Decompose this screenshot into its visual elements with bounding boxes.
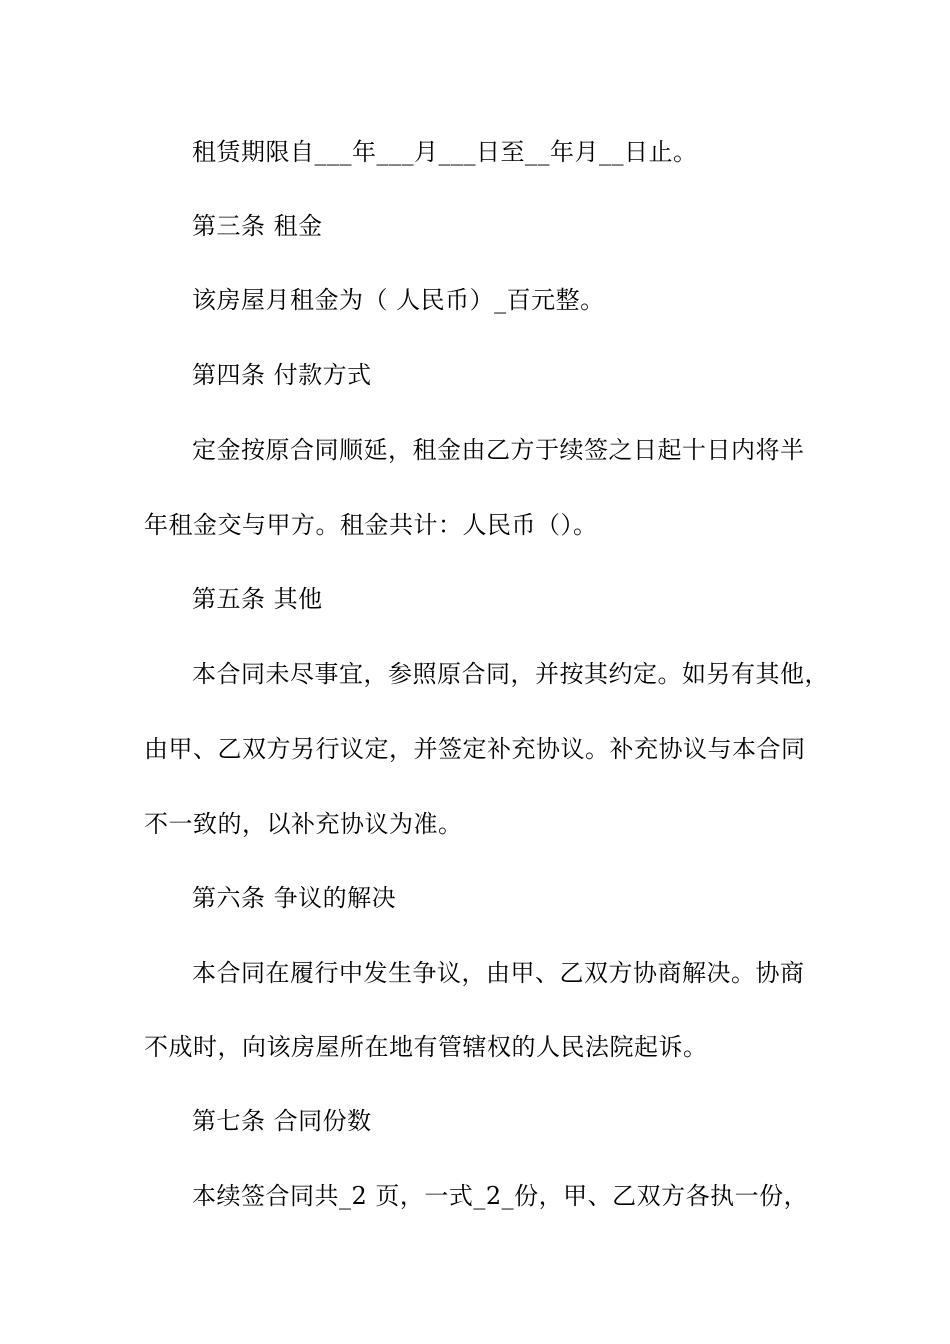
article-6-body-line-2: 不成时，向该房屋所在地有管辖权的人民法院起诉。 bbox=[144, 1033, 708, 1061]
article-6-body-line-1: 本合同在履行中发生争议，由甲、乙双方协商解决。协商 bbox=[192, 959, 805, 987]
article-4-body-line-1: 定金按原合同顺延，租金由乙方于续签之日起十日内将半 bbox=[192, 436, 805, 464]
article-5-body-line-3: 不一致的，以补充协议为准。 bbox=[144, 810, 463, 838]
article-3-body: 该房屋月租金为（ 人民币）_百元整。 bbox=[192, 286, 605, 314]
lease-term-line: 租赁期限自___年___月___日至__年月__日止。 bbox=[192, 138, 698, 166]
article-3-heading: 第三条 租金 bbox=[192, 212, 323, 240]
article-5-heading: 第五条 其他 bbox=[192, 585, 323, 613]
article-7-heading: 第七条 合同份数 bbox=[192, 1107, 372, 1135]
article-4-body-line-2: 年租金交与甲方。租金共计：人民币（）。 bbox=[144, 511, 598, 539]
article-5-body-line-2: 由甲、乙双方另行议定，并签定补充协议。补充协议与本合同 bbox=[144, 735, 806, 763]
article-5-body-line-1: 本合同未尽事宜，参照原合同，并按其约定。如另有其他， bbox=[192, 660, 829, 688]
article-7-body-line-1: 本续签合同共_2 页，一式_2_份，甲、乙双方各执一份， bbox=[192, 1182, 809, 1210]
article-4-heading: 第四条 付款方式 bbox=[192, 361, 372, 389]
article-6-heading: 第六条 争议的解决 bbox=[192, 884, 397, 912]
